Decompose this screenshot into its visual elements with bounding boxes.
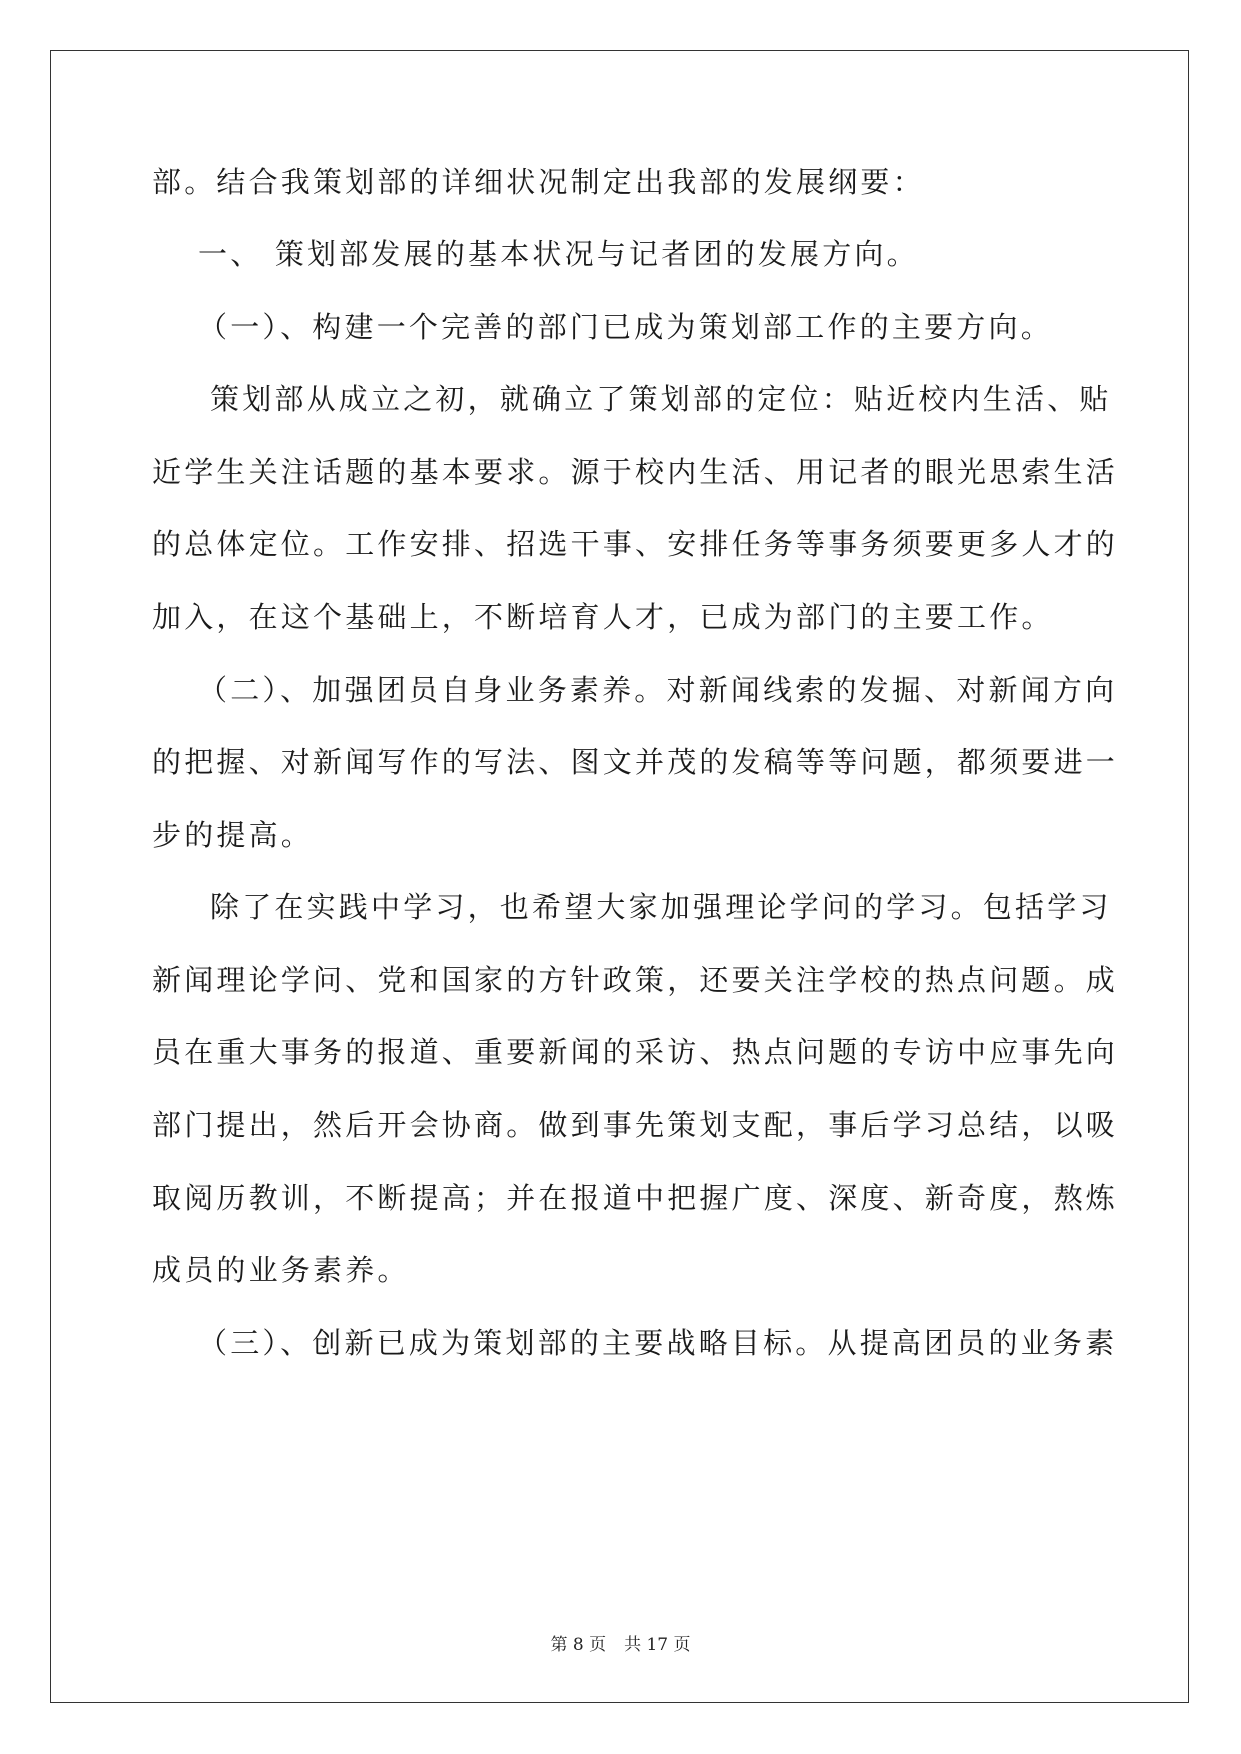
text-line-7: 加入，在这个基础上，不断培育人才，已成为部门的主要工作。 <box>152 600 1054 634</box>
text-line-15: 取阅历教训，不断提高；并在报道中把握广度、深度、新奇度，熬炼 <box>152 1181 1119 1215</box>
page-border <box>50 50 1189 1703</box>
text-line-16: 成员的业务素养。 <box>152 1253 410 1287</box>
page-number: 第 8 页 <box>550 1635 607 1655</box>
text-line-1: 部。结合我策划部的详细状况制定出我部的发展纲要： <box>152 165 925 199</box>
text-line-14: 部门提出，然后开会协商。做到事先策划支配，事后学习总结，以吸 <box>152 1108 1119 1142</box>
text-line-10: 步的提高。 <box>152 818 314 852</box>
text-line-2: 一、 策划部发展的基本状况与记者团的发展方向。 <box>198 237 919 271</box>
text-line-17: （三）、创新已成为策划部的主要战略目标。从提高团员的业务素 <box>198 1326 1118 1360</box>
page-total: 共 17 页 <box>624 1635 691 1655</box>
text-line-4: 策划部从成立之初，就确立了策划部的定位：贴近校内生活、贴 <box>210 382 1112 416</box>
text-line-11: 除了在实践中学习，也希望大家加强理论学问的学习。包括学习 <box>210 890 1112 924</box>
text-line-5: 近学生关注话题的基本要求。源于校内生活、用记者的眼光思索生活 <box>152 455 1119 489</box>
text-line-6: 的总体定位。工作安排、招选干事、安排任务等事务须要更多人才的 <box>152 527 1119 561</box>
page-footer <box>0 1634 1241 1656</box>
text-line-12: 新闻理论学问、党和国家的方针政策，还要关注学校的热点问题。成 <box>152 963 1119 997</box>
text-line-8: （二）、加强团员自身业务素养。对新闻线索的发掘、对新闻方向 <box>198 673 1118 707</box>
text-line-9: 的把握、对新闻写作的写法、图文并茂的发稿等等问题，都须要进一 <box>152 745 1119 779</box>
text-line-3: （一）、构建一个完善的部门已成为策划部工作的主要方向。 <box>198 310 1053 344</box>
text-line-13: 员在重大事务的报道、重要新闻的采访、热点问题的专访中应事先向 <box>152 1035 1119 1069</box>
